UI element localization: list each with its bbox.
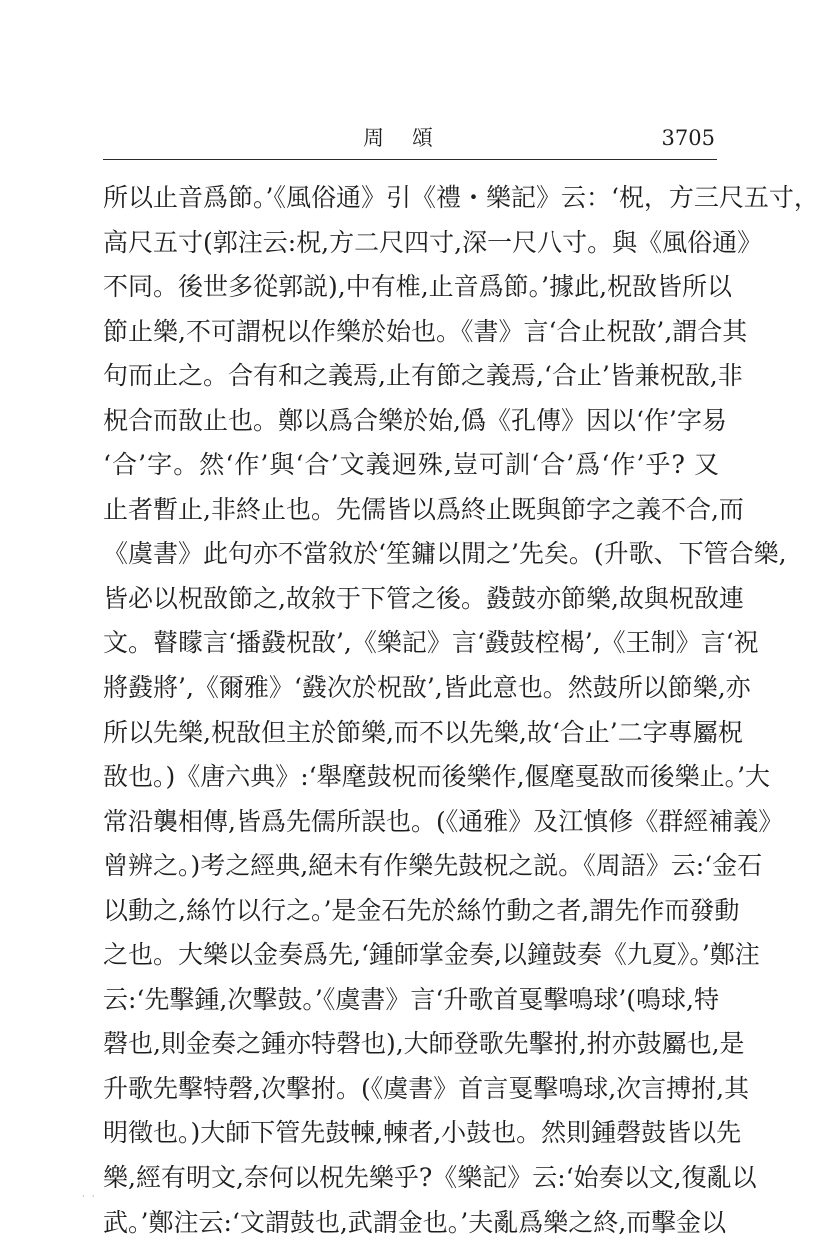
text-line: 節止樂,不可謂柷以作樂於始也。《書》言‘合止柷敔’,謂合其 (103, 316, 748, 346)
text-line: 之也。大樂以金奏爲先,‘鍾師掌金奏,以鐘鼓奏《九夏》。’鄭注 (103, 940, 760, 970)
text-line: 將鼗將’,《爾雅》‘鼗次於柷敔’,皆此意也。然鼓所以節樂,亦 (103, 673, 751, 703)
text-line: 句而止之。合有和之義焉,止有節之義焉,‘合止’皆兼柷敔,非 (103, 361, 743, 391)
page-header (103, 124, 717, 160)
text-line: ‘合’字。然‘作’與‘合’文義迥殊,豈可訓‘合’爲‘作’乎? 又 (103, 450, 719, 480)
text-line: 樂,經有明文,奈何以柷先樂乎?《樂記》云:‘始奏以文,復亂以 (103, 1163, 757, 1193)
running-title: 周頌 (363, 126, 461, 150)
text-line: 云:‘先擊鍾,次擊鼓。’《虞書》言‘升歌首戛擊鳴球’(鳴球,特 (103, 984, 719, 1014)
body-text (103, 176, 819, 1245)
text-line: 柷合而敔止也。鄭以爲合樂於始,僞《孔傳》因以‘作’字易 (103, 405, 727, 435)
text-line: 敔也。)《唐六典》:‘舉麾鼓柷而後樂作,偃麾戛敔而後樂止。’大 (103, 762, 771, 792)
text-line: 《虞書》此句亦不當敘於‘笙鏞以閒之’先矣。(升歌、下管合樂, (103, 539, 787, 569)
text-line: 曾辨之。)考之經典,絕未有作樂先鼓柷之説。《周語》云:‘金石 (103, 851, 763, 881)
page-number: 3705 (661, 126, 715, 150)
text-line: 止者暫止,非終止也。先儒皆以爲終止既與節字之義不合,而 (103, 494, 744, 524)
corner-mark: · · (82, 1192, 97, 1202)
header-rule (103, 159, 717, 160)
text-line: 高尺五寸(郭注云:柷,方二尺四寸,深一尺八寸。與《風俗通》 (103, 227, 763, 257)
text-line: 皆必以柷敔節之,故敘于下管之後。鼗鼓亦節樂,故與柷敔連 (103, 583, 744, 613)
text-line: 武。’鄭注云:‘文謂鼓也,武謂金也。’夫亂爲樂之終,而擊金以 (103, 1207, 727, 1237)
text-line: 文。瞽矇言‘播鼗柷敔’,《樂記》言‘鼗鼓椌楬’,《王制》言‘祝 (103, 628, 759, 658)
text-line: 明徵也。)大師下管先鼓朄,朄者,小鼓也。然則鍾磬鼓皆以先 (103, 1118, 742, 1148)
text-line: 所以止音爲節。’《風俗通》引《禮・樂記》云：‘柷，方三尺五寸， (103, 183, 819, 212)
text-line: 升歌先擊特磬,次擊拊。(《虞書》首言戛擊鳴球,次言搏拊,其 (103, 1073, 750, 1103)
text-line: 以動之,絲竹以行之。’是金石先於絲竹動之者,謂先作而發動 (103, 895, 740, 925)
text-line: 所以先樂,柷敔但主於節樂,而不以先樂,故‘合止’二字專屬柷 (103, 717, 743, 747)
text-line: 不同。後世多從郭説),中有椎,止音爲節。’據此,柷敔皆所以 (103, 272, 733, 302)
text-line: 常沿襲相傳,皆爲先儒所誤也。(《通雅》及江慎修《群經補義》 (103, 806, 784, 836)
text-line: 磬也,則金奏之鍾亦特磬也),大師登歌先擊拊,拊亦鼓屬也,是 (103, 1029, 745, 1059)
